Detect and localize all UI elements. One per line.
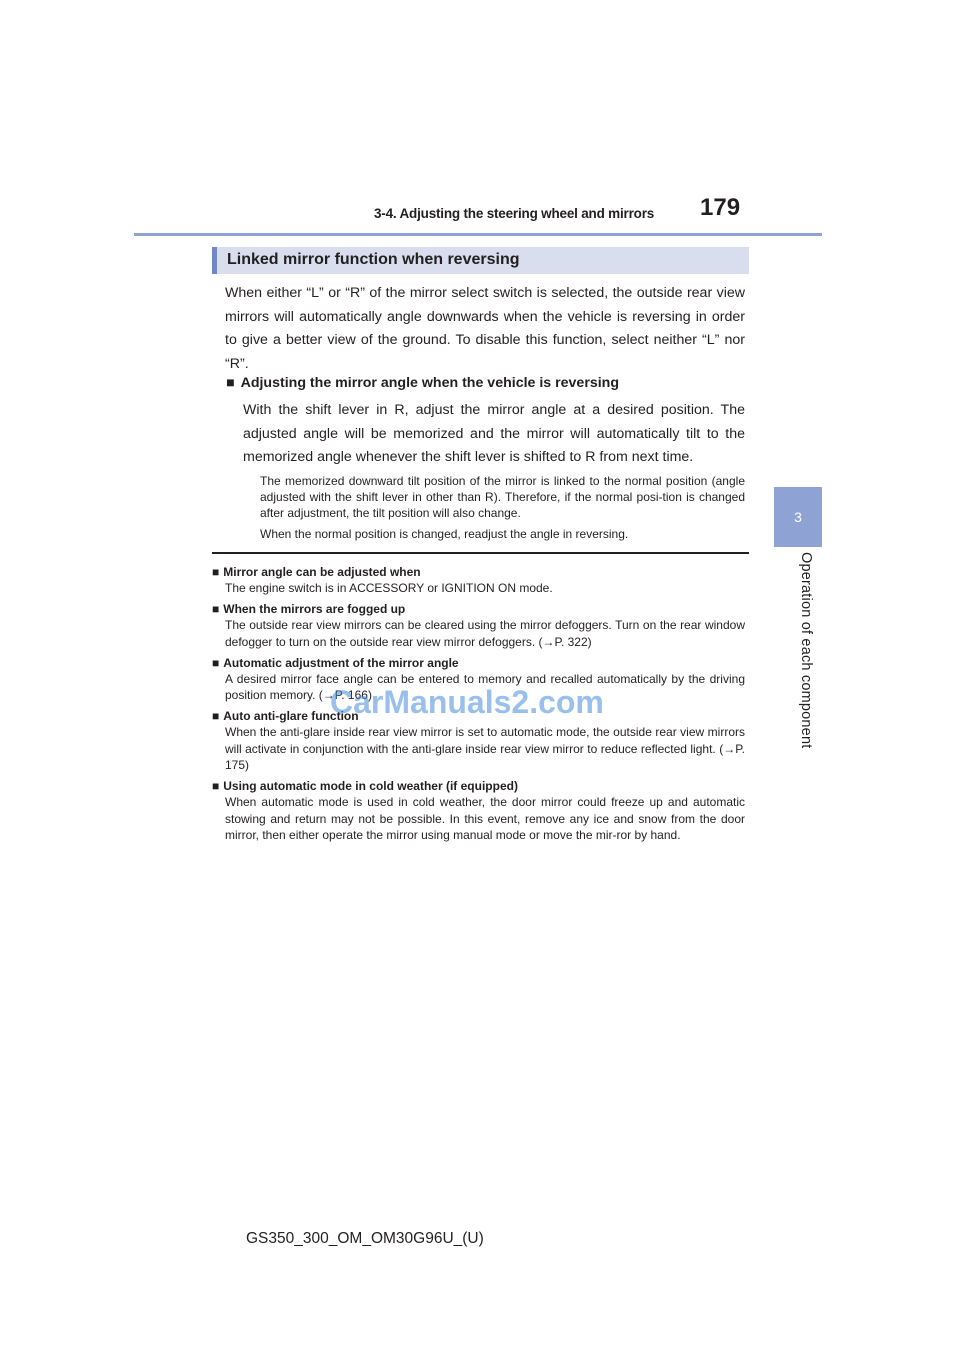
chapter-number: 3 — [794, 509, 802, 525]
note-heading-text: Automatic adjustment of the mirror angle — [223, 655, 459, 670]
note-item — [212, 601, 745, 650]
note-heading-text: Auto anti-glare function — [223, 709, 359, 724]
note-heading — [212, 655, 745, 671]
note-text: The outside rear view mirrors can be cleared using the mirror defoggers. Turn on the rear window defogger to turn on the outside rear view mirror defoggers. (→P. 322) — [225, 618, 745, 649]
square-bullet-icon: ■ — [212, 565, 220, 579]
readjust-note: When the normal position is changed, readjust the angle in reversing. — [260, 527, 629, 541]
intro-paragraph: When either “L” or “R” of the mirror select switch is selected, the outside rear view mirrors will automatically angle downwards when the vehicle is reversing in order to give a better view of the ground. To disable this function, select neither “L” nor “R”. — [225, 285, 745, 372]
note-heading — [212, 564, 745, 580]
note-heading-text: Mirror angle can be adjusted when — [223, 565, 421, 579]
watermark: CarManuals2.com — [330, 684, 604, 720]
document-code-footer: GS350_300_OM_OM30G96U_(U) — [246, 1230, 484, 1247]
note-text: A desired mirror face angle can be entered to memory and recalled automatically by the driving position memory. (→P. 166) — [225, 671, 745, 703]
note-item — [212, 564, 745, 596]
note-heading — [212, 601, 745, 617]
square-bullet-icon: ■ — [212, 779, 220, 794]
note-text: The engine switch is in ACCESSORY or IGNITION ON mode. — [225, 581, 553, 595]
chapter-tab — [774, 487, 822, 547]
header-rule — [134, 233, 822, 236]
page-number: 179 — [700, 194, 741, 221]
square-bullet-icon: ■ — [212, 602, 220, 617]
section-title: Linked mirror function when reversing — [227, 251, 520, 268]
note-text: When automatic mode is used in cold weather, the door mirror could freeze up and automatic stowing and return may not be possible. In this event, remove any ice and snow from the door mirror, then either operate the mirror using manual mode or move the mir-ror by hand. — [225, 795, 745, 842]
square-bullet-icon: ■ — [226, 375, 235, 391]
square-bullet-icon: ■ — [212, 655, 220, 670]
sub-heading-body: With the shift lever in R, adjust the mirror angle at a desired position. The adjusted angle will be memorized and the mirror will automatically tilt to the memorized angle whenever the shift lever is shifted to R from next time. — [243, 402, 745, 465]
running-header-section: 3-4. Adjusting the steering wheel and mirrors — [374, 206, 655, 221]
note-heading-text: Using automatic mode in cold weather (if equipped) — [223, 779, 518, 794]
sub-heading-text: Adjusting the mirror angle when the vehicle is reversing — [240, 375, 620, 391]
section-heading-bar — [212, 247, 749, 274]
sub-heading — [226, 375, 746, 391]
tilt-position-note: The memorized downward tilt position of the mirror is linked to the normal position (angle adjusted with the shift lever in other than R). Therefore, if the normal posi-tion is changed after adjustment, the tilt position will also change. — [260, 474, 745, 521]
square-bullet-icon: ■ — [212, 709, 220, 724]
note-text: When the anti-glare inside rear view mirror is set to automatic mode, the outside rear view mirrors will activate in conjunction with the anti-glare inside rear view mirror to reduce reflected light. (→P. 175) — [225, 725, 745, 773]
note-item — [212, 778, 745, 843]
chapter-title: Operation of each component — [798, 552, 814, 749]
notes-divider — [212, 552, 749, 554]
note-heading-text: When the mirrors are fogged up — [223, 602, 406, 617]
note-heading — [212, 778, 745, 794]
